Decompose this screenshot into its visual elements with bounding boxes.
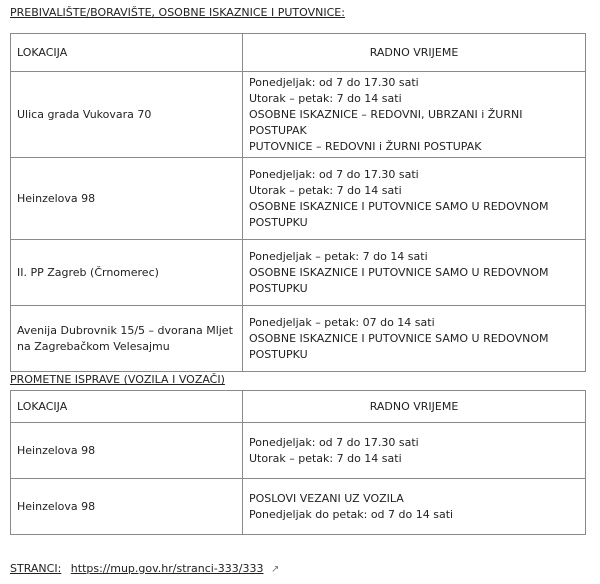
hours-cell — [243, 158, 586, 240]
hours-line: POSTUPKU — [249, 215, 308, 229]
location-cell: Heinzelova 98 — [11, 423, 243, 479]
hours-line: Ponedjeljak – petak: 07 do 14 sati — [249, 315, 435, 329]
foreigners-label: STRANCI: — [10, 562, 62, 575]
vehicle-documents-hours-table — [10, 390, 586, 535]
table-header-row — [11, 391, 586, 423]
location-cell: II. PP Zagreb (Črnomerec) — [11, 240, 243, 306]
table-row — [11, 158, 586, 240]
column-header-hours: RADNO VRIJEME — [243, 34, 586, 72]
section-title-residence: PREBIVALIŠTE/BORAVIŠTE, OSOBNE ISKAZNICE I PUTOVNICE: — [10, 6, 345, 19]
table-header-row — [11, 34, 586, 72]
hours-cell — [243, 479, 586, 535]
hours-line: Utorak – petak: 7 do 14 sati — [249, 451, 402, 465]
table-row — [11, 72, 586, 158]
hours-line: Ponedjeljak – petak: 7 do 14 sati — [249, 249, 428, 263]
hours-line: OSOBNE ISKAZNICE I PUTOVNICE SAMO U REDOVNOM — [249, 199, 549, 213]
hours-line: Ponedjeljak do petak: od 7 do 14 sati — [249, 507, 454, 521]
hours-line: Ponedjeljak: od 7 do 17.30 sati — [249, 167, 419, 181]
hours-cell — [243, 72, 586, 158]
column-header-location: LOKACIJA — [11, 391, 243, 423]
hours-line: OSOBNE ISKAZNICE – REDOVNI, UBRZANI i ŽURNI POSTUPAK — [249, 107, 523, 137]
hours-line: Ponedjeljak: od 7 do 17.30 sati — [249, 435, 419, 449]
hours-line: POSTUPKU — [249, 347, 308, 361]
hours-line: POSLOVI VEZANI UZ VOZILA — [249, 491, 404, 505]
hours-line: POSTUPKU — [249, 281, 308, 295]
hours-cell — [243, 306, 586, 372]
hours-cell — [243, 423, 586, 479]
hours-line: OSOBNE ISKAZNICE I PUTOVNICE SAMO U REDOVNOM — [249, 265, 549, 279]
column-header-location: LOKACIJA — [11, 34, 243, 72]
location-cell — [11, 306, 243, 372]
column-header-hours: RADNO VRIJEME — [243, 391, 586, 423]
table-row — [11, 479, 586, 535]
location-line: Avenija Dubrovnik 15/5 – dvorana Mljet — [17, 323, 233, 337]
location-cell: Heinzelova 98 — [11, 479, 243, 535]
foreigners-link[interactable]: https://mup.gov.hr/stranci-333/333 — [70, 562, 264, 575]
hours-line: OSOBNE ISKAZNICE I PUTOVNICE SAMO U REDOVNOM — [249, 331, 549, 345]
hours-line: Utorak – petak: 7 do 14 sati — [249, 183, 402, 197]
hours-line: PUTOVNICE – REDOVNI i ŽURNI POSTUPAK — [249, 139, 482, 153]
hours-cell — [243, 240, 586, 306]
section-title-vehicle-documents: PROMETNE ISPRAVE (VOZILA I VOZAČI) — [10, 373, 225, 386]
table-row — [11, 306, 586, 372]
table-row — [11, 423, 586, 479]
hours-line: Ponedjeljak: od 7 do 17.30 sati — [249, 75, 419, 89]
external-link-icon[interactable]: ↗ — [271, 564, 280, 575]
location-cell: Heinzelova 98 — [11, 158, 243, 240]
hours-line: Utorak – petak: 7 do 14 sati — [249, 91, 402, 105]
location-cell: Ulica grada Vukovara 70 — [11, 72, 243, 158]
residence-hours-table — [10, 33, 586, 372]
table-row — [11, 240, 586, 306]
foreigners-footer — [10, 562, 279, 575]
location-line: na Zagrebačkom Velesajmu — [17, 339, 170, 353]
